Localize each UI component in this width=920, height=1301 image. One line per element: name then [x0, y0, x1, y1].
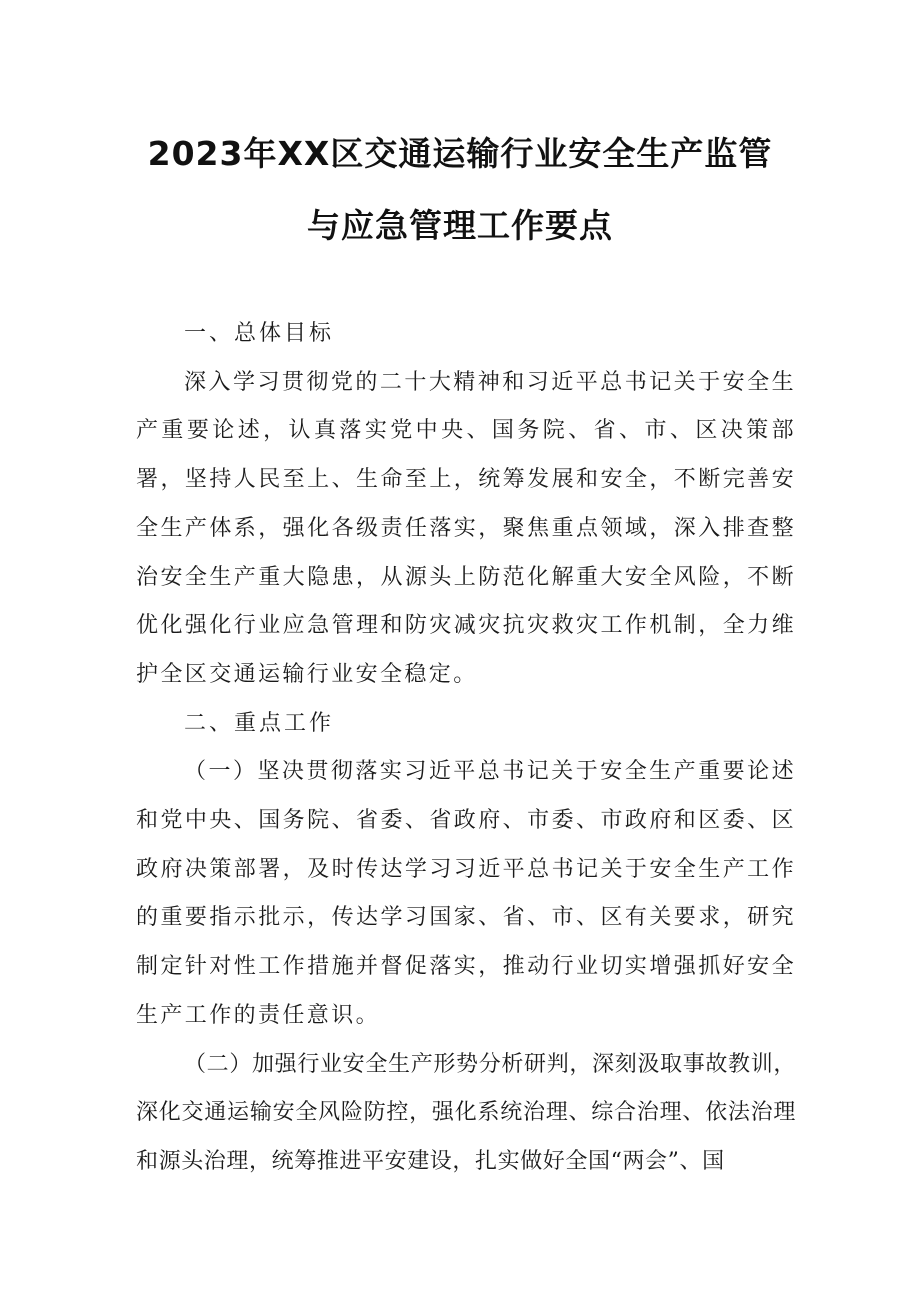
- document-title: [0, 118, 920, 262]
- title-line-1: 2023年XX区交通运输行业安全生产监管: [147, 134, 773, 173]
- document-body: [136, 310, 796, 1187]
- paragraph-key-work-2: （二）加强行业安全生产形势分析研判，深刻汲取事故教训，深化交通运输安全风险防控，强化系统治理、综合治理、依法治理和源头治理，统筹推进平安建设，扎实做好全国“两会”、国: [136, 1051, 796, 1174]
- title-line-2: 与应急管理工作要点: [307, 206, 613, 245]
- paragraph-overall-goal: 深入学习贯彻党的二十大精神和习近平总书记关于安全生产重要论述，认真落实党中央、国务院、省、市、区决策部署，坚持人民至上、生命至上，统筹发展和安全，不断完善安全生产体系，强化各级责任落实，聚焦重点领域，深入排查整治安全生产重大隐患，从源头上防范化解重大安全风险，不断优化强化行业应急管理和防灾减灾抗灾救灾工作机制，全力维护全区交通运输行业安全稳定。: [136, 369, 796, 687]
- paragraph-key-work-1: （一）坚决贯彻落实习近平总书记关于安全生产重要论述和党中央、国务院、省委、省政府、市委、市政府和区委、区政府决策部署，及时传达学习习近平总书记关于安全生产工作的重要指示批示，传达学习国家、省、市、区有关要求，研究制定针对性工作措施并督促落实，推动行业切实增强抓好安全生产工作的责任意识。: [136, 759, 796, 1028]
- section-heading-overall-goal: 一、总体目标: [184, 321, 335, 346]
- section-heading-key-work: 二、重点工作: [184, 710, 335, 736]
